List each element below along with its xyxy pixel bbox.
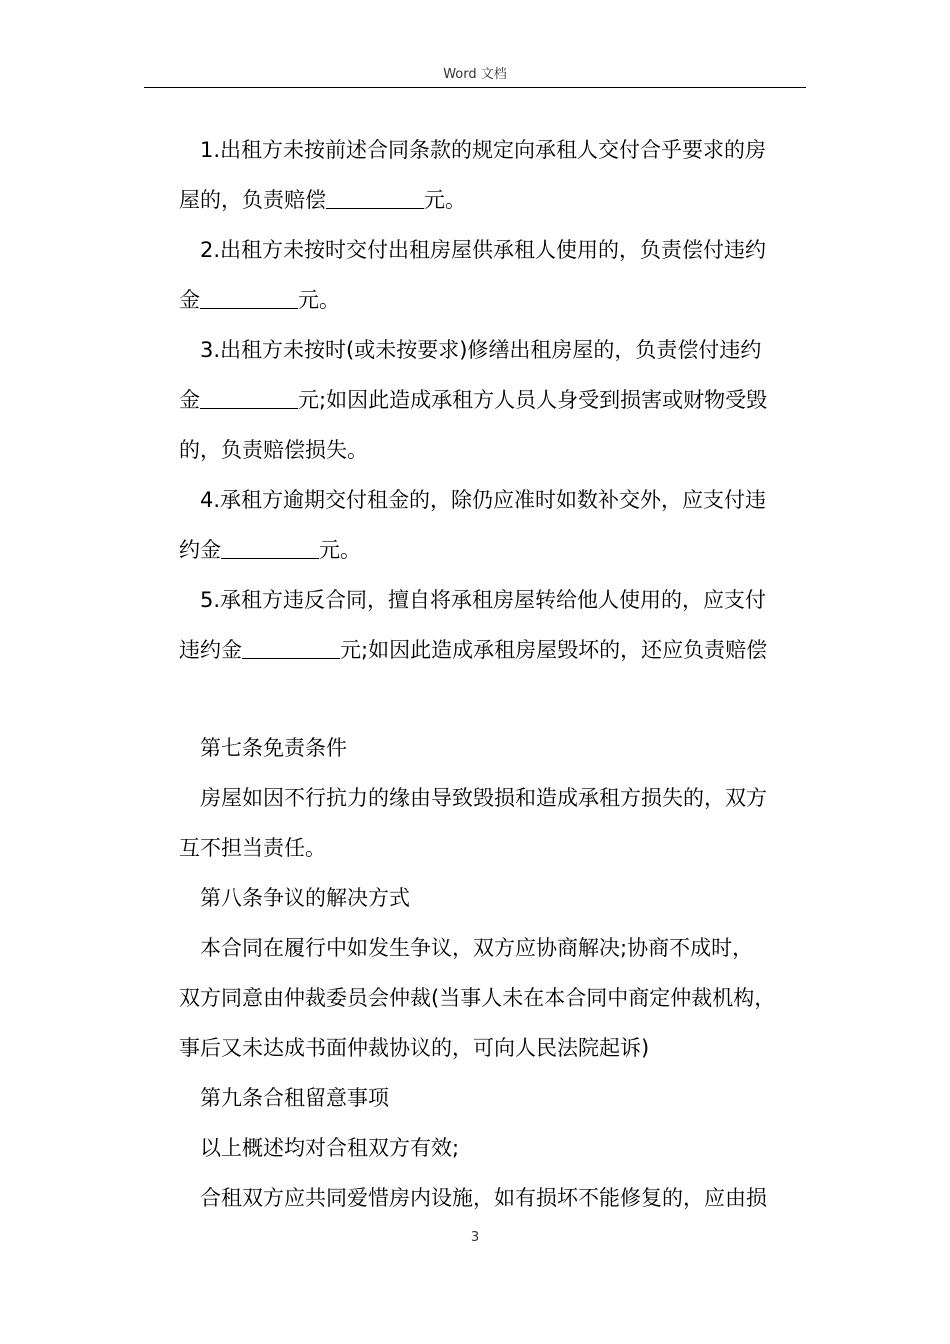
clause-3-line-2 — [179, 386, 767, 414]
fill-in-blank — [200, 288, 298, 309]
clause-1-line-1 — [200, 136, 766, 164]
clause-text: 5.承租方违反合同，擅自将承租房屋转给他人使用的，应支付 — [200, 588, 767, 612]
clause-text: 元。 — [319, 538, 361, 562]
fill-in-blank — [221, 538, 319, 559]
clause-text: 元。 — [298, 288, 340, 312]
clause-text: 元。 — [424, 188, 466, 212]
article-9-heading: 第九条合租留意事项 — [200, 1086, 389, 1110]
clause-text: 1.出租方未按前述合同条款的规定向承租人交付合乎要求的房 — [200, 138, 767, 162]
clause-5-line-1 — [200, 586, 766, 614]
article-9-line-1: 以上概述均对合租双方有效; — [200, 1136, 460, 1160]
article-8-line-3: 事后又未达成书面仲裁协议的，可向人民法院起诉) — [179, 1036, 650, 1060]
clause-3-line-3 — [179, 436, 368, 464]
clause-text: 2.出租方未按时交付出租房屋供承租人使用的，负责偿付违约 — [200, 238, 767, 262]
clause-text: 3.出租方未按时(或未按要求)修缮出租房屋的，负责偿付违约 — [200, 338, 762, 362]
clause-text: 元;如因此造成承租方人员人身受到损害或财物受毁 — [298, 388, 768, 412]
page-number: 3 — [470, 1230, 480, 1245]
clause-text: 元;如因此造成承租房屋毁坏的，还应负责赔偿 — [340, 638, 768, 662]
clause-text: 4.承租方逾期交付租金的，除仍应准时如数补交外，应支付违 — [200, 488, 767, 512]
article-8-line-2: 双方同意由仲裁委员会仲裁(当事人未在本合同中商定仲裁机构， — [179, 986, 776, 1010]
clause-text: 违约金 — [179, 638, 242, 662]
fill-in-blank — [242, 638, 340, 659]
clause-text: 约金 — [179, 538, 221, 562]
fill-in-blank — [200, 388, 298, 409]
clause-2-line-2 — [179, 286, 340, 314]
clause-5-line-2 — [179, 636, 767, 664]
article-7-line-1: 房屋如因不行抗力的缘由导致毁损和造成承租方损失的，双方 — [200, 786, 767, 810]
article-8-heading: 第八条争议的解决方式 — [200, 886, 410, 910]
clause-4-line-1 — [200, 486, 766, 514]
clause-text: 屋的，负责赔偿 — [179, 188, 326, 212]
clause-1-line-2 — [179, 186, 466, 214]
article-7-heading: 第七条免责条件 — [200, 736, 347, 760]
clause-3-line-1 — [200, 336, 761, 364]
header-divider — [144, 87, 806, 88]
article-9-line-2: 合租双方应共同爱惜房内设施，如有损坏不能修复的，应由损 — [200, 1186, 767, 1210]
clause-text: 金 — [179, 288, 200, 312]
article-8-line-1: 本合同在履行中如发生争议，双方应协商解决;协商不成时， — [200, 936, 754, 960]
fill-in-blank — [326, 188, 424, 209]
clause-text: 的，负责赔偿损失。 — [179, 438, 368, 462]
clause-text: 金 — [179, 388, 200, 412]
clause-4-line-2 — [179, 536, 361, 564]
clause-2-line-1 — [200, 236, 766, 264]
document-header-title: Word 文档 — [443, 67, 507, 82]
article-7-line-2: 互不担当责任。 — [179, 836, 326, 860]
